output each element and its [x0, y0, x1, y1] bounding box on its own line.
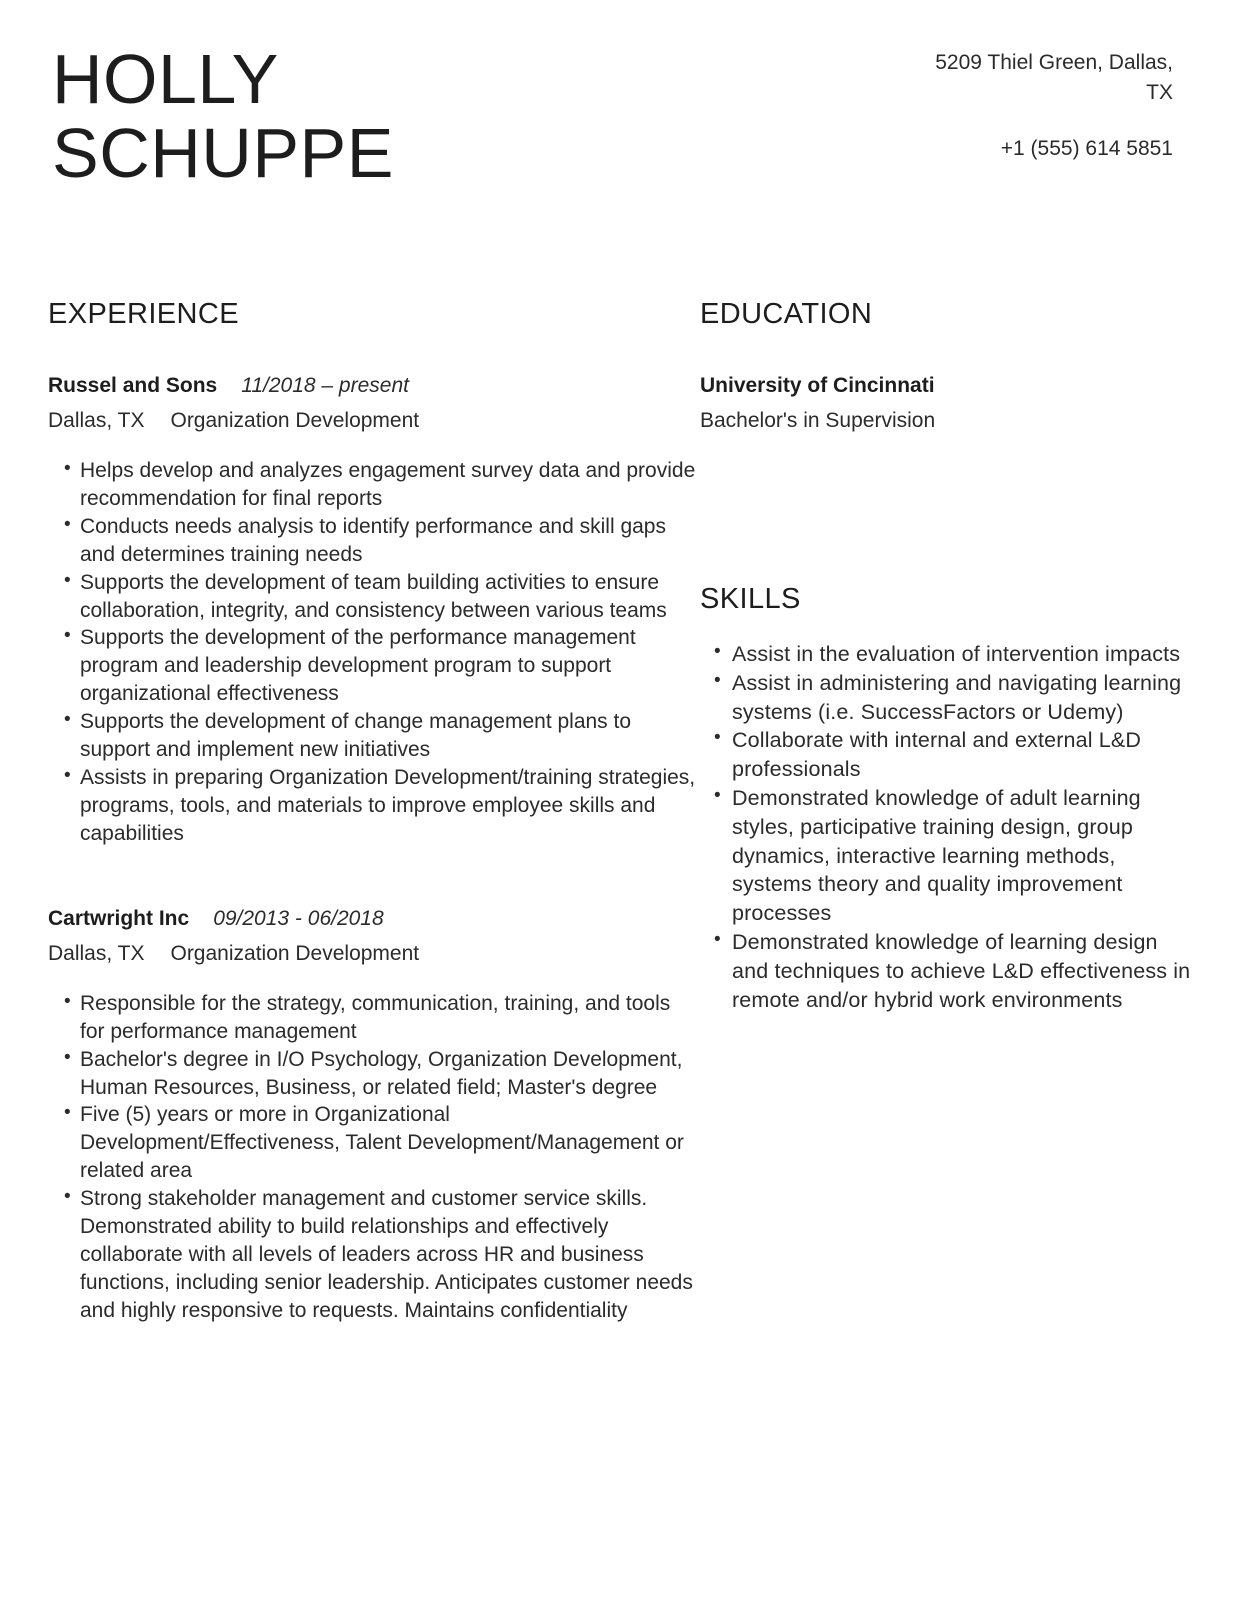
resume-body: [0, 300, 1245, 1325]
list-item: • Bachelor's degree in I/O Psychology, Organization Development, Human Resources, Business, or related field; Master's degree: [48, 1046, 700, 1102]
list-item: • Demonstrated knowledge of learning design and techniques to achieve L&D effectiveness in remote and/or hybrid work environments: [700, 928, 1200, 1014]
skills-bullet-list: [700, 640, 1200, 1014]
list-item: • Supports the development of team building activities to ensure collaboration, integrity, and consistency between various teams: [48, 569, 700, 625]
experience-entry: [48, 371, 700, 848]
experience-location: Dallas, TX: [48, 942, 145, 966]
contact-phone: +1 (555) 614 5851: [1000, 136, 1173, 160]
experience-organization: Cartwright Inc: [48, 906, 190, 930]
list-item: • Supports the development of change management plans to support and implement new initiatives: [48, 708, 700, 764]
list-item: • Helps develop and analyzes engagement survey data and provide recommendation for final reports: [48, 457, 700, 513]
list-item: • Supports the development of the performance management program and leadership development program to support organizational effectiveness: [48, 624, 700, 708]
experience-bullet-list: [48, 457, 700, 848]
list-item: • Conducts needs analysis to identify performance and skill gaps and determines training needs: [48, 513, 700, 569]
experience-organization: Russel and Sons: [48, 374, 218, 397]
contact-info: [913, 42, 1173, 163]
experience-column: [0, 300, 700, 1325]
education-entry: [700, 371, 1200, 437]
education-degree: Bachelor's in Supervision: [700, 409, 936, 433]
list-item: • Strong stakeholder management and customer service skills. Demonstrated ability to build relationships and effectively collaborate with all levels of leaders across HR and business functions, including senior leadership. Anticipates customer needs and highly responsive to requests. Maintains confidentiality: [48, 1185, 700, 1325]
education-skills-column: [700, 300, 1200, 1014]
skills-block: [700, 582, 1200, 1014]
list-item: • Demonstrated knowledge of adult learning styles, participative training design, group dynamics, interactive learning methods, systems theory and quality improvement processes: [700, 784, 1200, 928]
education-school: University of Cincinnati: [700, 374, 935, 397]
experience-dates: 09/2013 - 06/2018: [213, 906, 384, 930]
resume-header: [0, 0, 1245, 300]
candidate-name: [52, 40, 394, 193]
list-item: • Collaborate with internal and external L&D professionals: [700, 726, 1200, 784]
experience-role: Organization Development: [170, 409, 420, 433]
list-item: • Five (5) years or more in Organizational Development/Effectiveness, Talent Development/Management or related area: [48, 1101, 700, 1185]
experience-dates: 11/2018 – present: [241, 374, 409, 397]
name-last-line: SCHUPPE: [52, 114, 394, 193]
list-item: • Responsible for the strategy, communication, training, and tools for performance management: [48, 990, 700, 1046]
experience-entry-heading: [48, 371, 700, 401]
experience-entry-subheading: [48, 405, 700, 437]
section-title-experience: EXPERIENCE: [48, 298, 239, 330]
list-item: • Assists in preparing Organization Development/training strategies, programs, tools, and materials to improve employee skills and capabilities: [48, 764, 700, 848]
section-title-education: EDUCATION: [700, 298, 873, 330]
list-item: • Assist in administering and navigating learning systems (i.e. SuccessFactors or Udemy): [700, 669, 1200, 727]
contact-address: 5209 Thiel Green, Dallas, TX: [935, 51, 1173, 104]
experience-entry-heading: [48, 904, 700, 934]
experience-bullet-list: [48, 990, 700, 1325]
experience-entry-subheading: [48, 938, 700, 970]
name-first-line: HOLLY: [52, 40, 279, 118]
section-title-skills: SKILLS: [700, 582, 801, 615]
experience-role: Organization Development: [170, 942, 420, 966]
experience-location: Dallas, TX: [48, 409, 145, 433]
list-item: • Assist in the evaluation of intervention impacts: [700, 640, 1200, 669]
experience-entry: [48, 904, 700, 1325]
